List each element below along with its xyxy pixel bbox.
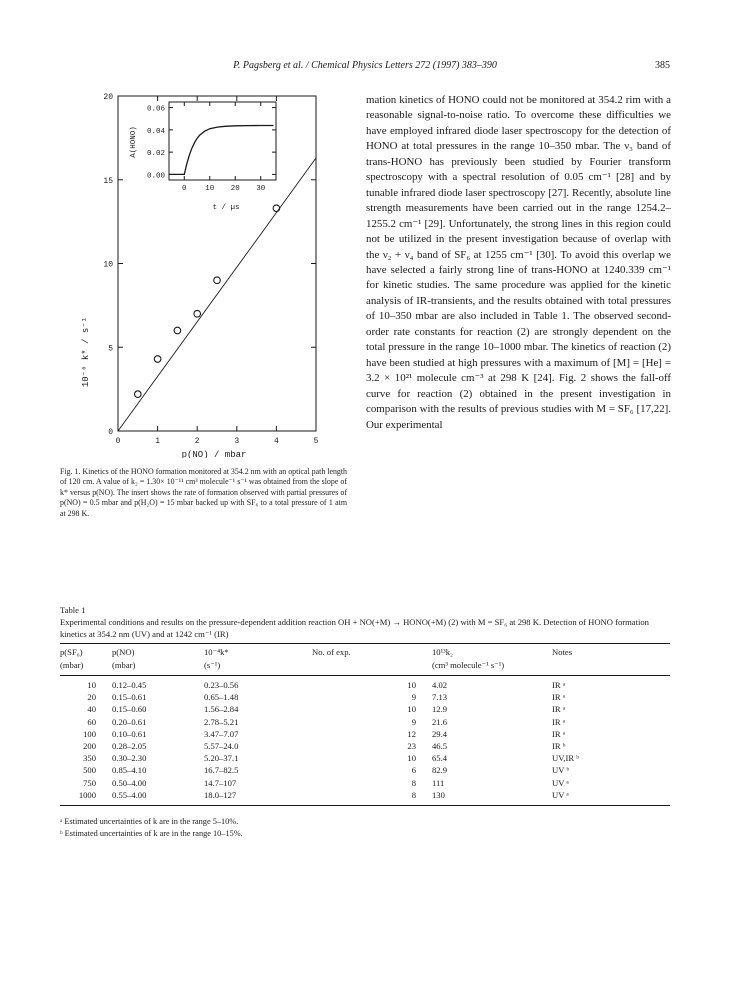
table-row [60,777,670,789]
table-cell: 0.23–0.56 [204,680,239,690]
table-cell: UV ᵃ [552,777,569,788]
table-cell: 0.50–4.00 [112,777,147,788]
header-cell: Notes [552,644,670,660]
header-cell: p(NO) [112,644,204,660]
table-cell: 3.47–7.07 [204,728,239,739]
table-cell: 14.7–107 [204,777,237,788]
table-cell: 12 [407,728,416,739]
table-cell: 200 [83,741,96,752]
x-tick-label: 0 [115,437,121,446]
y-tick-label: 5 [108,344,113,354]
table-cell: 0.28–2.05 [112,741,147,752]
table-cell: UV,IR ᵇ [552,753,579,764]
data-point [174,327,181,334]
y-tick-label: 15 [103,176,113,186]
table-cell: IR ᵃ [552,692,566,703]
table-cell: 0.12–0.45 [112,680,147,690]
results-table [60,643,670,806]
table-cell: 10 [407,753,416,764]
table-row [60,703,670,715]
table-cell: 0.15–0.61 [112,692,147,703]
inset-x-tick-label: 30 [256,185,266,193]
table-cell: 0.10–0.61 [112,728,147,739]
x-axis-label: p(NO) / mbar [181,450,247,458]
table-cell: UV ᵃ [552,789,670,806]
table-cell: 7.13 [432,692,448,703]
table-cell: 0.65–1.48 [204,692,239,703]
table-cell: 0.20–0.61 [112,716,147,727]
table-cell: 82.9 [432,765,448,776]
table-row [60,740,670,752]
inset-y-tick-label: 0.04 [146,127,165,136]
inset-x-tick-label: 20 [230,185,240,193]
table-cell: 6 [411,765,416,776]
inset-y-tick-label: 0.00 [146,172,165,181]
page-number: 385 [655,60,670,71]
table-units-row [60,659,670,676]
header-cell: p(SF₆) [60,644,112,660]
data-point [154,356,161,363]
units-cell [312,659,432,676]
x-tick-label: 5 [313,437,319,446]
table-row [60,752,670,764]
table-cell: 29.4 [432,728,448,739]
inset-x-axis-label: t / µs [212,204,240,212]
table-cell: 23 [407,741,416,752]
table-row [60,764,670,776]
table-cell: 65.4 [432,753,448,764]
table-cell: 0.85–4.10 [112,765,147,776]
table-cell: 111 [432,777,445,788]
table-cell: 10 [87,680,96,690]
table-cell: 60 [87,716,96,727]
table-cell: 0.15–0.60 [112,704,147,715]
x-tick-label: 3 [234,437,240,446]
fit-line [118,158,316,431]
table-cell: 0.30–2.30 [112,753,147,764]
y-tick-label: 0 [108,428,113,437]
table-row [60,789,670,806]
table-cell: 500 [83,765,96,776]
x-tick-label: 2 [194,437,200,446]
table-title: Table 1 [60,605,86,615]
header-cell: No. of exp. [312,644,432,660]
inset-y-axis-label: A(HONO) [130,126,138,158]
table-cell: 10 [407,704,416,715]
y-tick-label: 10 [103,260,113,270]
footnote-b: ᵇ Estimated uncertainties of k are in the range 10–15%. [60,829,243,839]
table-cell: 350 [83,753,96,764]
table-cell: IR ᵇ [552,741,566,752]
data-point [135,391,142,398]
table-cell: 5.20–37.1 [204,753,239,764]
inset-plot [147,102,276,193]
running-head: P. Pagsberg et al. / Chemical Physics Letters 272 (1997) 383–390 [233,60,497,71]
table-cell: 0.55–4.00 [112,789,204,806]
x-tick-label: 1 [155,437,161,446]
body-paragraph: mation kinetics of HONO could not be monitored at 354.2 rim with a reasonable signal-to-noise ratio. To overcome these difficulties we have employed infrared diode laser spectroscopy for the detection of HONO at total pressures in the range 10–350 mbar. The ν₃ band of trans-HONO has previously been studied by Fourier transform spectroscopy with a spectral resolution of 0.05 cm⁻¹ [28] and by tunable infrared diode laser spectroscopy [27]. Recently, absolute line strength measurements have been carried out in the range 1254.2–1255.2 cm⁻¹ [29]. Unfortunately, the strong lines in this region could not be utilized in the present investigation because of overlap with the ν₂ + ν₄ band of SF₆ at 1255 cm⁻¹ [30]. To avoid this overlap we have selected a fairly strong line of trans-HONO at 1240.339 cm⁻¹ for kinetic studies. The same procedure was applied for the kinetic analysis of IR-transients, and the results obtained with total pressures of 10–350 mbar are also included in Table 1. The observed second-order rate constants for reaction (2) are strongly dependent on the total pressure in the range 10–1000 mbar. The kinetics of reaction (2) have been studied at high pressures with a maximum of [M] = [He] = 3.2 × 10²¹ molecule cm⁻³ at 298 K [24]. Fig. 2 shows the fall-off curve for reaction (2) obtained in the present investigation in comparison with the results of previous studies with M = SF₆ [17,22]. Our experimental [366,94,671,431]
table-cell: 1.56–2.84 [204,704,239,715]
inset-frame [169,102,276,180]
data-point [273,205,280,212]
header-cell: 10¹³k₂ [432,644,552,660]
table-row [60,676,670,692]
table-cell: 46.5 [432,741,448,752]
table-cell: 40 [87,704,96,715]
data-point [194,310,201,317]
table-cell: 130 [432,789,552,806]
inset-x-tick-label: 10 [205,185,215,193]
table-cell: 20 [87,692,96,703]
table-cell: 9 [411,716,416,727]
page-header [60,60,670,76]
units-cell [552,659,670,676]
table-cell: IR ᵃ [552,716,566,727]
table-1 [60,604,670,840]
table-cell: UV ᵇ [552,765,570,776]
table-cell: 8 [411,777,416,788]
data-point [214,277,221,284]
table-cell: IR ᵃ [552,728,566,739]
footnote-a: ᵃ Estimated uncertainties of k are in the range 5–10%. [60,817,239,827]
y-tick-label: 20 [103,93,113,102]
table-cell: IR ᵃ [552,704,566,715]
inset-y-tick-label: 0.06 [146,105,165,114]
table-row [60,691,670,703]
x-tick-label: 4 [273,437,279,446]
table-row [60,728,670,740]
inset-y-tick-label: 0.02 [146,150,165,159]
table-cell: 9 [411,692,416,703]
units-cell: (mbar) [60,659,112,676]
figure-caption: Fig. 1. Kinetics of the HONO formation monitored at 354.2 nm with an optical path length of 120 cm. A value of k₂ = 1.30× 10⁻¹¹ cm³ molecule⁻¹ s⁻¹ was obtained from the slope of k* versus p(NO). The insert shows the rate of formation observed with partial pressures of p(NO) = 0.5 mbar and p(H₂O) = 15 mbar backed up with SF₆ to a total pressure of 1 atm at 298 K. [60,467,347,518]
table-cell: 2.78–5.21 [204,716,239,727]
table-cell: 5.57–24.0 [204,741,239,752]
y-axis-label: 10⁻⁶ k* / s⁻¹ [81,316,91,388]
table-cell: IR ᵃ [552,680,566,690]
table-cell: 12.9 [432,704,448,715]
figure-1-plot [80,88,350,458]
units-cell: (s⁻¹) [204,659,312,676]
inset-x-tick-label: 0 [182,185,187,193]
table-caption: Experimental conditions and results on the pressure-dependent addition reaction OH + NO(+M) → HONO(+M) (2) with M = SF₆ at 298 K. Detection of HONO formation kinetics at 354.2 nm (UV) and at 1242 cm⁻¹ (IR) [60,617,649,639]
units-cell: (cm³ molecule⁻¹ s⁻¹) [432,659,552,676]
table-cell: 21.6 [432,716,448,727]
table-footnotes [60,816,670,840]
table-cell: 16.7–82.5 [204,765,239,776]
table-cell: 100 [83,728,96,739]
table-cell: 18.0–127 [204,789,312,806]
table-header-row [60,644,670,660]
table-cell: 10 [407,680,416,690]
table-cell: 8 [312,789,432,806]
units-cell: (mbar) [112,659,204,676]
main-marks [118,158,316,431]
table-cell: 4.02 [432,680,448,690]
table-cell: 1000 [60,789,112,806]
table-cell: 750 [83,777,96,788]
header-cell: 10⁻⁴k* [204,644,312,660]
table-row [60,716,670,728]
